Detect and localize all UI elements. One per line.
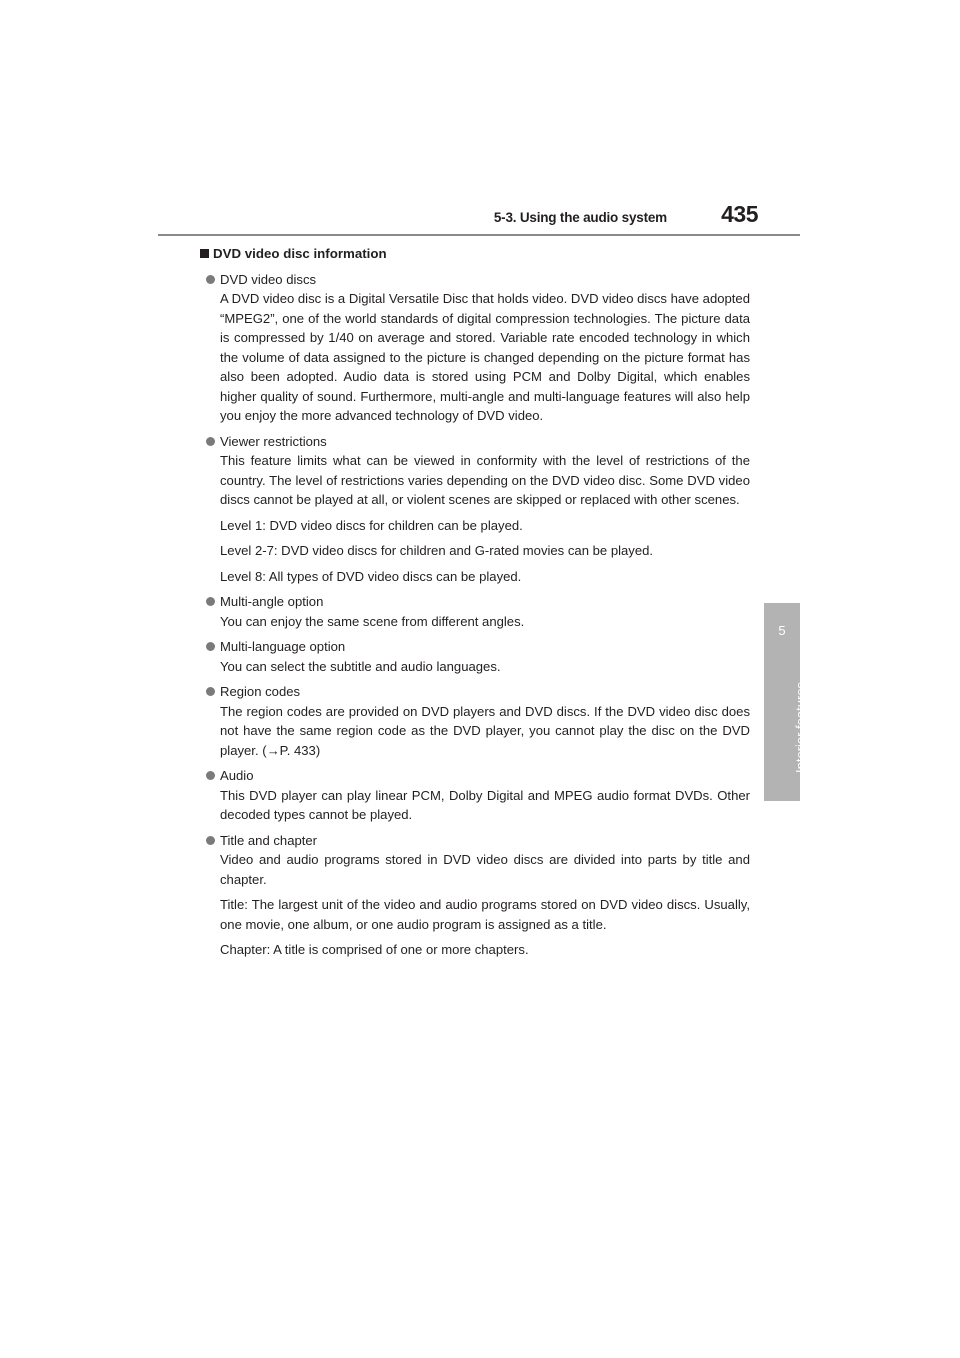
list-item [220,432,750,587]
item-paragraph: Chapter: A title is comprised of one or more chapters. [220,942,529,957]
item-paragraph: The region codes are provided on DVD players and DVD discs. If the DVD video disc does not have the same region code as the DVD player, you cannot play the disc on the DVD player. (→P. 433) [220,703,750,758]
list-item [220,766,750,825]
item-paragraph: Title: The largest unit of the video and audio programs stored on DVD video discs. Usually, one movie, one album, or one audio program is assigned as a title. [220,897,750,932]
item-title: Title and chapter [220,832,318,848]
section-title: 5-3. Using the audio system [493,210,667,225]
circle-bullet-icon [206,687,215,696]
circle-bullet-icon [206,275,215,284]
list-item [220,637,750,676]
item-title: Multi-language option [220,639,346,654]
main-content [213,244,750,966]
section-heading [200,244,750,264]
circle-bullet-icon [206,642,215,651]
item-title: Audio [220,768,254,783]
list-item [220,682,750,760]
item-paragraph: Video and audio programs stored in DVD video discs are divided into parts by title and chapter. [220,852,750,887]
circle-bullet-icon [206,437,215,446]
square-bullet-icon [200,249,209,258]
section-heading-text: DVD video disc information [213,246,387,261]
list-item [220,831,750,960]
item-title: Multi-angle option [220,594,324,609]
item-paragraph: You can select the subtitle and audio languages. [220,658,501,674]
circle-bullet-icon [206,597,215,606]
list-item [220,270,750,426]
item-paragraph: This DVD player can play linear PCM, Dolby Digital and MPEG audio format DVDs. Other decoded types cannot be played. [220,787,750,822]
item-paragraph: Level 8: All types of DVD video discs can be played. [220,568,522,584]
chapter-tab [764,603,808,801]
page-header [158,200,800,236]
item-title: Viewer restrictions [220,433,327,449]
item-paragraph: Level 1: DVD video discs for children can be played. [220,517,523,533]
chapter-number: 5 [778,623,786,638]
item-paragraph: A DVD video disc is a Digital Versatile Disc that holds video. DVD video discs have adopted “MPEG2”, one of the world standards of digital compression technologies. The picture data is compressed by 1/40 on average and stored. Variable rate encoded technology in which the volume of data assigned to the picture is changed depending on the picture format has also been adopted. Audio data is stored using PCM and Dolby Digital, which enables higher quality of sound. Furthermore, multi-angle and multi-language features will also help you enjoy the more advanced technology of DVD video. [220,291,750,423]
item-title: Region codes [220,684,301,699]
page-number: 435 [721,201,758,227]
item-title: DVD video discs [220,271,317,287]
item-paragraph: This feature limits what can be viewed in conformity with the level of restrictions of the country. The level of restrictions varies depending on the DVD video disc. Some DVD video discs cannot be played at all, or violent scenes are skipped or replaced with other scenes. [220,453,750,507]
chapter-label: Interior features [793,681,808,773]
circle-bullet-icon [206,771,215,780]
list-item [220,592,750,631]
item-paragraph: You can enjoy the same scene from different angles. [220,613,525,629]
item-paragraph: Level 2-7: DVD video discs for children and G-rated movies can be played. [220,543,654,558]
circle-bullet-icon [206,836,215,845]
